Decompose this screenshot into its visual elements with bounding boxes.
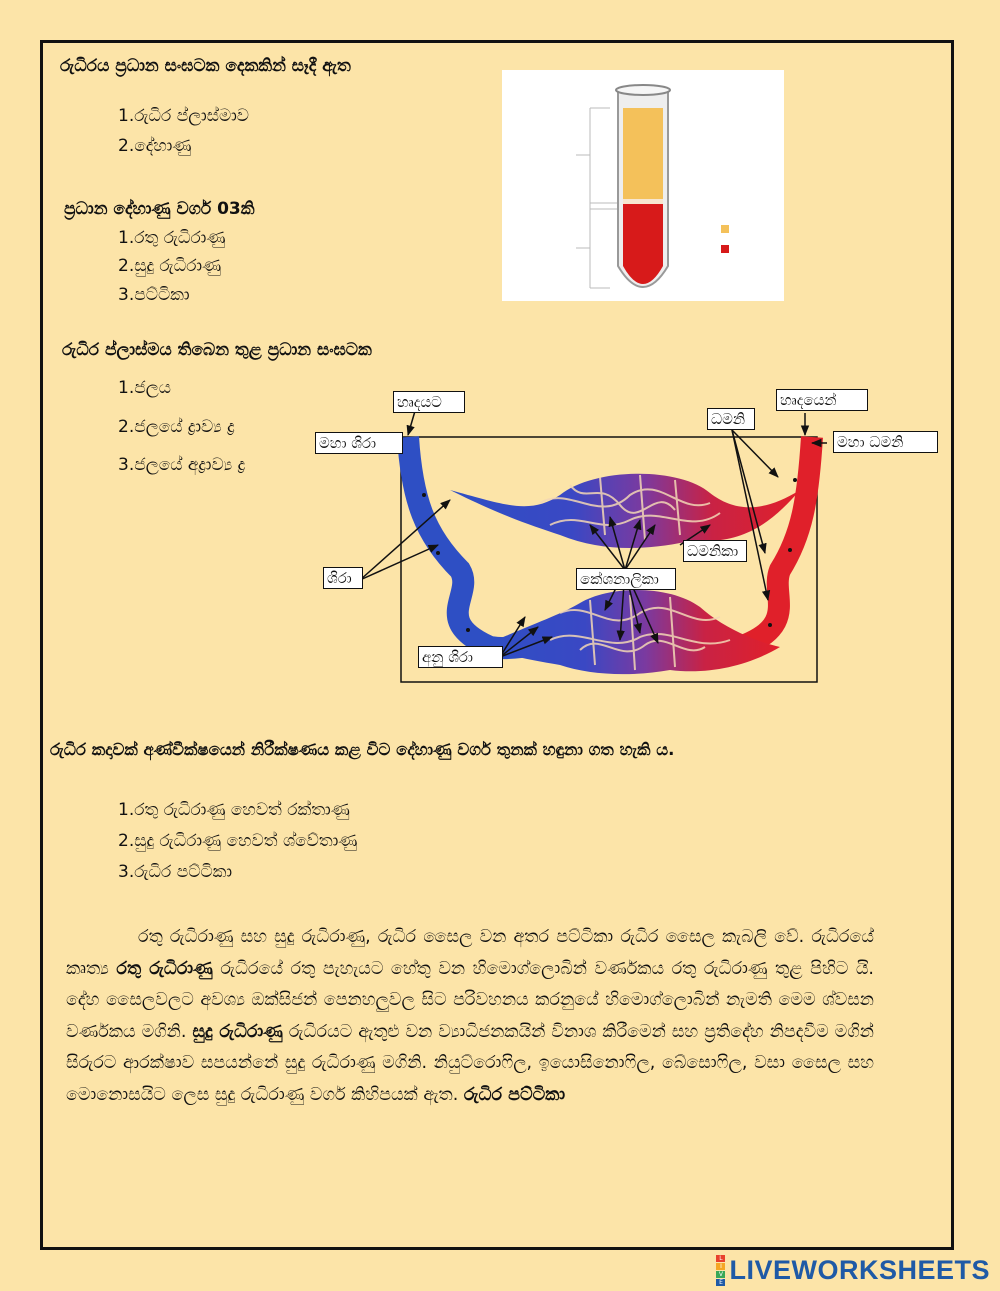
label-vein: ශිරා (323, 567, 363, 589)
list4-item-2: 2.සුදු රුධිරාණු හෙවත් ශ්වේතාණු (118, 831, 358, 851)
blood-cell-layer (623, 203, 663, 284)
list1-item-2: 2.දේහාණු (118, 136, 192, 156)
list3-item-1: 1.ජලය (118, 378, 171, 398)
logo-block-v: V (716, 1271, 725, 1278)
list3-item-3: 3.ජලයේ අද්‍රාව්‍ය ද්‍ර (118, 455, 246, 475)
circulation-diagram (300, 385, 950, 685)
para-text-2: රුධිරයේ රතු පැහැයට හේතු වන හිමොග්ලොබින් වර්ණකය රතු රුධිරාණු තුළ පිහිට යි. දේහ සෛලවලට අවශ්‍ය ඔක්සිජන් පෙනහලුවල සිට පරිවහනය කරනුයේ හිමොග්ලොබින් නැමති මෙම ශ්වසන වර්ණකය මගිනි. (66, 958, 874, 1042)
legend-blood-swatch (721, 245, 729, 253)
label-from-heart: හෘදයෙන් (776, 389, 868, 411)
test-tube-image (502, 70, 784, 301)
heading-microscope: රුධිර කදාවක් අණ්වීක්ෂයෙන් නිරීක්ෂණය කළ විට දේහාණු වර්ග තුනක් හඳුනා ගත හැකි ය. (50, 740, 675, 759)
logo-blocks-icon (716, 1255, 725, 1286)
heading-plasma-components: රුධිර ප්ලාස්මය තිබෙන තුළ ප්‍රධාන සංඝටක (62, 340, 372, 360)
list3-item-2: 2.ජලයේ ද්‍රාව්‍ය ද්‍ර (118, 417, 235, 437)
logo-block-i: I (716, 1263, 725, 1270)
list2-item-1: 1.රතු රුධිරාණු (118, 228, 226, 248)
list2-item-2: 2.සුදු රුධිරාණු (118, 256, 222, 276)
label-vena-cava: මහා ශිරා (315, 432, 403, 454)
para-text-1: රතු රුධිරාණු සහ සුදු රුධිරාණු, රුධිර සෛල වන අතර පට්ටිකා රුධිර සෛල කැබලි වේ. රුධිරයේ කෘත්‍ය (66, 927, 874, 979)
label-venule: අනු ශිරා (418, 646, 503, 668)
legend-plasma-swatch (721, 225, 729, 233)
plasma-layer (623, 108, 663, 202)
label-capillaries: කේශනාලිකා (576, 568, 676, 590)
para-text-3: රුධිරයට ඇතුළු වන ව්‍යාධිජනකයින් විනාශ කිරීමෙන් සහ ප්‍රතිදේහ නිපදවීම මගින් සිරුරට ආරක්ෂාව සපයන්නේ සුදු රුධිරාණු මගිනි. නියුට්රොෆිල, ඉයොසිනොෆිල, බේසොෆිල, වසා සෛල සහ මොනොසයිට ලෙස සුදු රුධිරාණු වර්ග කිහිපයක් ඇත. (66, 1021, 874, 1105)
para-bold-platelets: රුධිර පට්ටිකා (463, 1084, 566, 1105)
label-artery: ධමනි (707, 408, 755, 430)
logo-text: LIVEWORKSHEETS (729, 1254, 990, 1285)
para-bold-rbc: රතු රුධිරාණු (116, 958, 213, 979)
liveworksheets-logo[interactable] (716, 1255, 990, 1285)
list2-item-3: 3.පට්ටිකා (118, 285, 190, 305)
heading-cell-types: ප්‍රධාන දේහාණු වර්ග 03කි (64, 199, 255, 219)
heading-blood-components: රුධිරය ප්‍රධාන සංඝටක දෙකකින් සෑදී ඇත (60, 56, 351, 76)
list4-item-1: 1.රතු රුධිරාණු හෙවත් රක්තාණු (118, 800, 350, 820)
logo-block-e: E (716, 1279, 725, 1286)
para-bold-wbc: සුදු රුධිරාණු (192, 1021, 283, 1042)
logo-block-l: L (716, 1255, 725, 1262)
description-paragraph (66, 922, 874, 1111)
list1-item-1: 1.රුධිර ප්ලාස්මාව (118, 106, 250, 126)
label-arteriole: ධමනිකා (683, 540, 747, 562)
list4-item-3: 3.රුධිර පට්ටිකා (118, 862, 233, 882)
label-to-heart: හෘදයට (393, 391, 465, 413)
label-aorta: මහා ධමනි (833, 431, 938, 453)
